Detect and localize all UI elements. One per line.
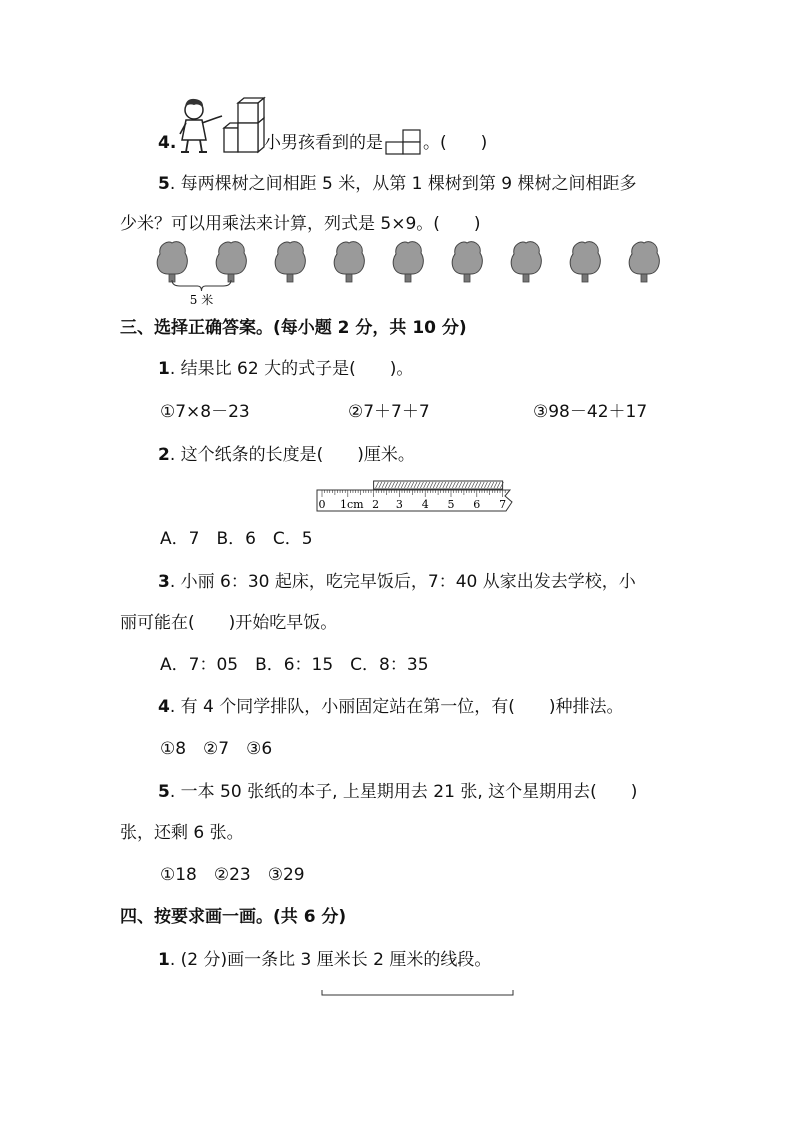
ruler-label: 5 [447, 498, 455, 511]
s3-q1-line [158, 357, 413, 381]
ruler-label: 0 [318, 498, 326, 511]
gap-brace [172, 280, 231, 291]
s3-q3-text-line1: . 小丽 6：30 起床，吃完早饭后，7：40 从家出发去学校，小 [169, 572, 636, 592]
tree-icon [216, 242, 246, 282]
ruler-label: 1cm [340, 498, 364, 511]
s3-q1-option-3: ③98－42＋17 [533, 402, 648, 422]
q4-dot: . [169, 133, 177, 153]
s3-q4-text: . 有 4 个同学排队，小丽固定站在第一位，有( )种排法。 [169, 697, 624, 717]
q4-text: 小男孩看到的是 [264, 133, 383, 153]
s3-q5-text-line1: . 一本 50 张纸的本子, 上星期用去 21 张, 这个星期用去( ) [169, 782, 638, 802]
ruler-label: 2 [372, 498, 380, 511]
q5-number: 5 [158, 174, 170, 194]
q4-text-line [264, 131, 487, 155]
s3-q1-number: 1 [158, 359, 170, 379]
tree-icon [393, 242, 423, 282]
s3-q3-line1 [158, 570, 636, 594]
s3-q2-options: A．7 B．6 C．5 [160, 529, 313, 549]
ruler-diagram [316, 477, 520, 513]
s3-q5-line2: 张，还剩 6 张。 [120, 823, 244, 843]
q5-line1 [158, 172, 637, 196]
section3-title: 三、选择正确答案。(每小题 2 分，共 10 分) [120, 318, 467, 338]
s3-q1-text: . 结果比 62 大的式子是( )。 [169, 359, 414, 379]
stacked-cubes-icon [224, 97, 268, 153]
s3-q2-number: 2 [158, 445, 170, 465]
s3-q1-option-1: ①7×8－23 [160, 402, 250, 422]
ruler-label: 6 [473, 498, 481, 511]
tree-icon [275, 242, 305, 282]
s4-q1-text: . (2 分)画一条比 3 厘米长 2 厘米的线段。 [169, 950, 492, 970]
s3-q4-line [158, 695, 624, 719]
s3-q5-options: ①18 ②23 ③29 [160, 865, 305, 885]
q4-number: 4 [158, 133, 170, 153]
tree-icon [629, 242, 659, 282]
q5-text-line1: . 每两棵树之间相距 5 米，从第 1 棵树到第 9 棵树之间相距多 [169, 174, 637, 194]
s3-q3-number: 3 [158, 572, 170, 592]
tree-row-diagram [150, 240, 670, 306]
section4-title: 四、按要求画一画。(共 6 分) [120, 907, 347, 927]
s4-q1-number: 1 [158, 950, 170, 970]
s3-q4-number: 4 [158, 697, 170, 717]
reference-line-segment [320, 988, 516, 998]
s3-q3-options: A．7：05 B．6：15 C．8：35 [160, 655, 429, 675]
tree-icon [511, 242, 541, 282]
ruler-label: 3 [395, 498, 403, 511]
boy-figure-icon [169, 96, 228, 154]
q4-tail: 。( ) [423, 133, 488, 153]
tree-icon [570, 242, 600, 282]
tree-icon [452, 242, 482, 282]
s3-q3-line2: 丽可能在( )开始吃早饭。 [120, 613, 338, 633]
q5-line2: 少米？可以用乘法来计算，列式是 5×9。( ) [120, 214, 481, 234]
s3-q2-text: . 这个纸条的长度是( )厘米。 [169, 445, 415, 465]
s3-q2-line [158, 443, 415, 467]
ruler-label: 7 [499, 498, 507, 511]
tree-icon [157, 242, 187, 282]
s3-q5-number: 5 [158, 782, 170, 802]
s3-q1-option-2: ②7＋7＋7 [348, 402, 430, 422]
s4-q1-line [158, 948, 491, 972]
gap-label: 5 米 [189, 293, 214, 307]
q4-view-diagram [383, 131, 423, 155]
s3-q5-line1 [158, 780, 637, 804]
s3-q4-options: ①8 ②7 ③6 [160, 739, 273, 759]
ruler-label: 4 [421, 498, 429, 511]
tree-icon [334, 242, 364, 282]
